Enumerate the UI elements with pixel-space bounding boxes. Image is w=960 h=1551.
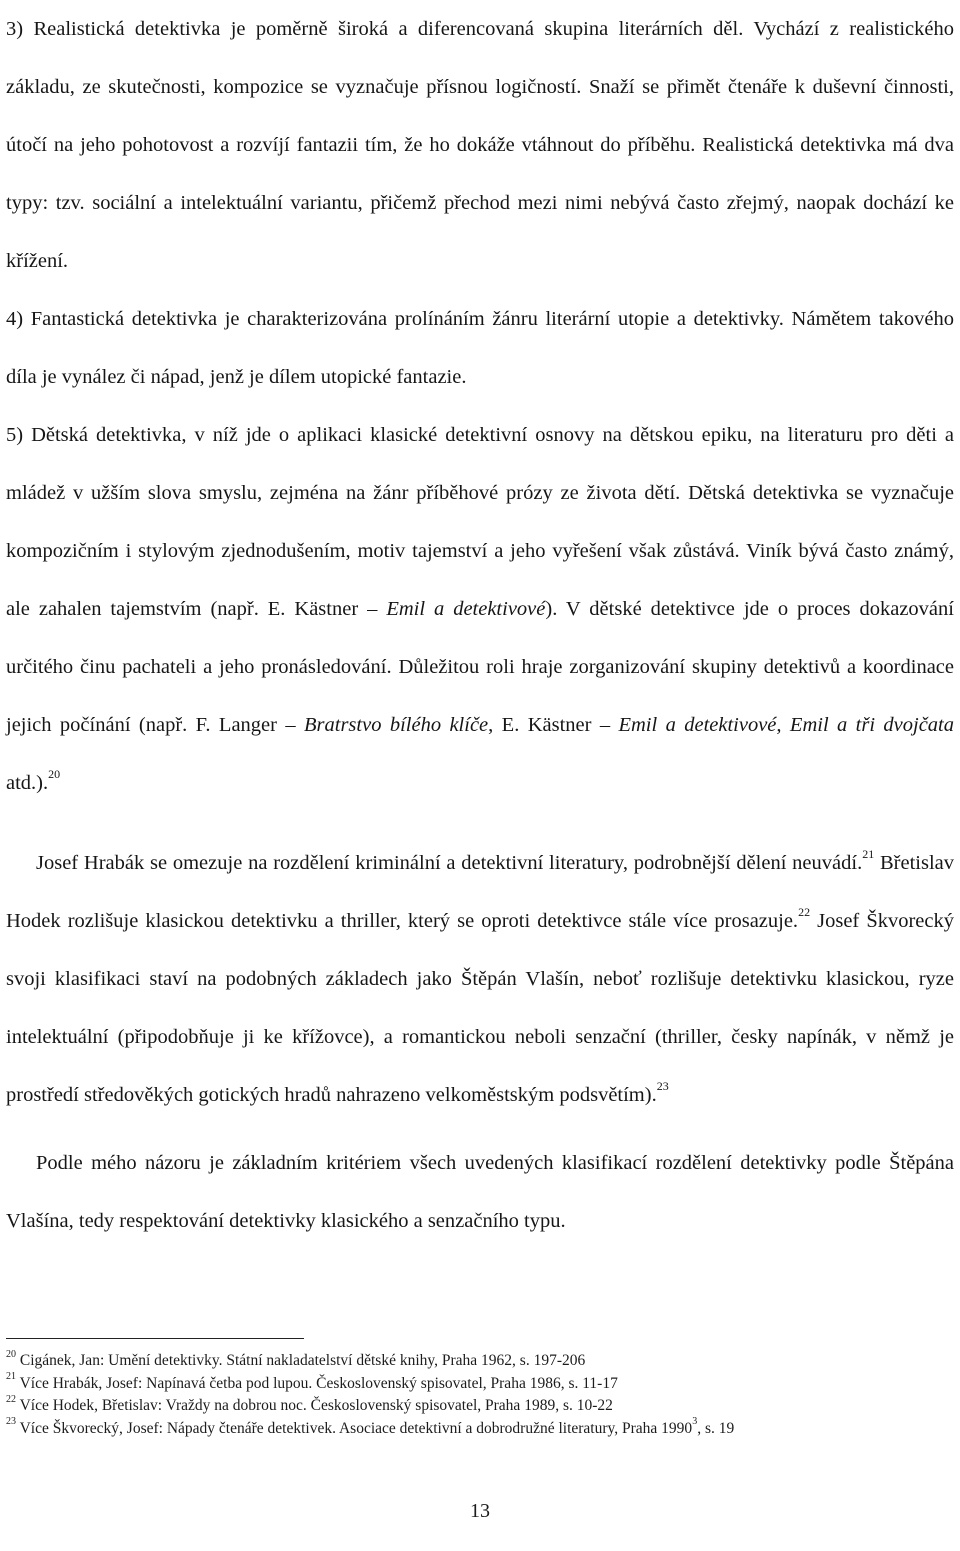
footnote-text: Více Hodek, Břetislav: Vraždy na dobrou noc. Československý spisovatel, Praha 1989, s. 10-22: [19, 1397, 613, 1414]
footnote-item: [6, 1350, 954, 1373]
footnotes: [6, 1350, 954, 1440]
footnote-item: [6, 1418, 954, 1441]
footnote-ref: 22: [798, 905, 811, 920]
text-run: , E. Kästner –: [488, 714, 619, 736]
footnote-text: , s. 19: [697, 1419, 735, 1437]
footnote-text: Cigánek, Jan: Umění detektivky. Státní nakladatelství dětské knihy, Praha 1962, s. 197-206: [19, 1352, 586, 1369]
paragraph-fantastic-detective: 4) Fantastická detektivka je charakterizována prolínáním žánru literární utopie a detektivky. Námětem takového díla je vynález či nápad, jenž je dílem utopické fantazie.: [6, 308, 954, 388]
footnote-number: 20: [6, 1348, 16, 1360]
footnote-number: 23: [6, 1416, 16, 1428]
paragraph-classifications: [6, 834, 954, 1124]
book-title: Bratrstvo bílého klíče: [304, 714, 489, 736]
text-run: atd.).: [6, 772, 49, 794]
book-title: Emil a detektivové, Emil a tři dvojčata: [618, 714, 955, 736]
footnote-ref: 20: [48, 767, 61, 782]
paragraph-author-opinion: Podle mého názoru je základním kritériem všech uvedených klasifikací rozdělení detektivky podle Štěpána Vlašína, tedy respektování detektivky klasického a senzačního typu.: [6, 1152, 954, 1232]
text-run: Josef Škvorecký svoji klasifikaci staví na podobných základech jako Štěpán Vlašín, neboť rozlišuje detektivku klasickou, ryze intelektuální (připodobňuje ji ke křížovce), a romantickou neboli senzační (thriller, česky napínák, v němž je prostředí středověkých gotických hradů nahrazeno velkoměstským podsvětím).: [6, 910, 954, 1106]
main-text: [6, 0, 954, 1250]
text-run: Josef Hrabák se omezuje na rozdělení kriminální a detektivní literatury, podrobnější dělení neuvádí.: [36, 852, 863, 874]
footnote-ref: 21: [862, 847, 875, 862]
footnote-number: 21: [6, 1371, 16, 1383]
book-title: Emil a detektivové: [386, 598, 546, 620]
footnote-item: [6, 1373, 954, 1396]
footnote-text: Více Hrabák, Josef: Napínavá četba pod lupou. Československý spisovatel, Praha 1986, s. 11-17: [19, 1374, 618, 1392]
text-run: Břetislav Hodek rozlišuje klasickou detektivku a thriller, který se oproti detektivce stále více prosazuje.: [6, 852, 954, 932]
paragraph-realistic-detective: 3) Realistická detektivka je poměrně široká a diferencovaná skupina literárních děl. Vychází z realistického základu, ze skutečnosti, kompozice se vyznačuje přísnou logičností. Snaží se přimět čtenáře k duševní činnosti, útočí na jeho pohotovost a rozvíjí fantazii tím, že ho dokáže vtáhnout do příběhu. Realistická detektivka má dva typy: tzv. sociální a intelektuální variantu, přičemž přechod mezi nimi nebývá často zřejmý, naopak dochází ke křížení.: [6, 18, 954, 272]
paragraph-childrens-detective: [6, 406, 954, 812]
footnote-number: 22: [6, 1393, 16, 1405]
footnote-item: [6, 1395, 954, 1418]
footnote-text: Více Škvorecký, Josef: Nápady čtenáře detektivek. Asociace detektivní a dobrodružné literatury, Praha 1990: [19, 1419, 693, 1437]
page-number: 13: [470, 1500, 490, 1522]
footnote-divider: [6, 1338, 304, 1339]
edition-number: 3: [692, 1416, 698, 1428]
text-run: 5) Dětská detektivka, v níž jde o aplikaci klasické detektivní osnovy na dětskou epiku, na literaturu pro děti a mládež v užším slova smyslu, zejména na žánr příběhové prózy ze života dětí. Dětská detektivka se vyznačuje kompozičním i stylovým zjednodušením, motiv tajemství a jeho vyřešení však zůstává. Viník bývá často známý, ale zahalen tajemstvím (např. E. Kästner –: [6, 424, 954, 620]
footnote-ref: 23: [656, 1079, 669, 1094]
text-run: ). V dětské detektivce jde o proces dokazování určitého činu pachateli a jeho pronásledování. Důležitou roli hraje zorganizování skupiny detektivů a koordinace jejich počínání (např. F. Langer –: [6, 598, 954, 736]
